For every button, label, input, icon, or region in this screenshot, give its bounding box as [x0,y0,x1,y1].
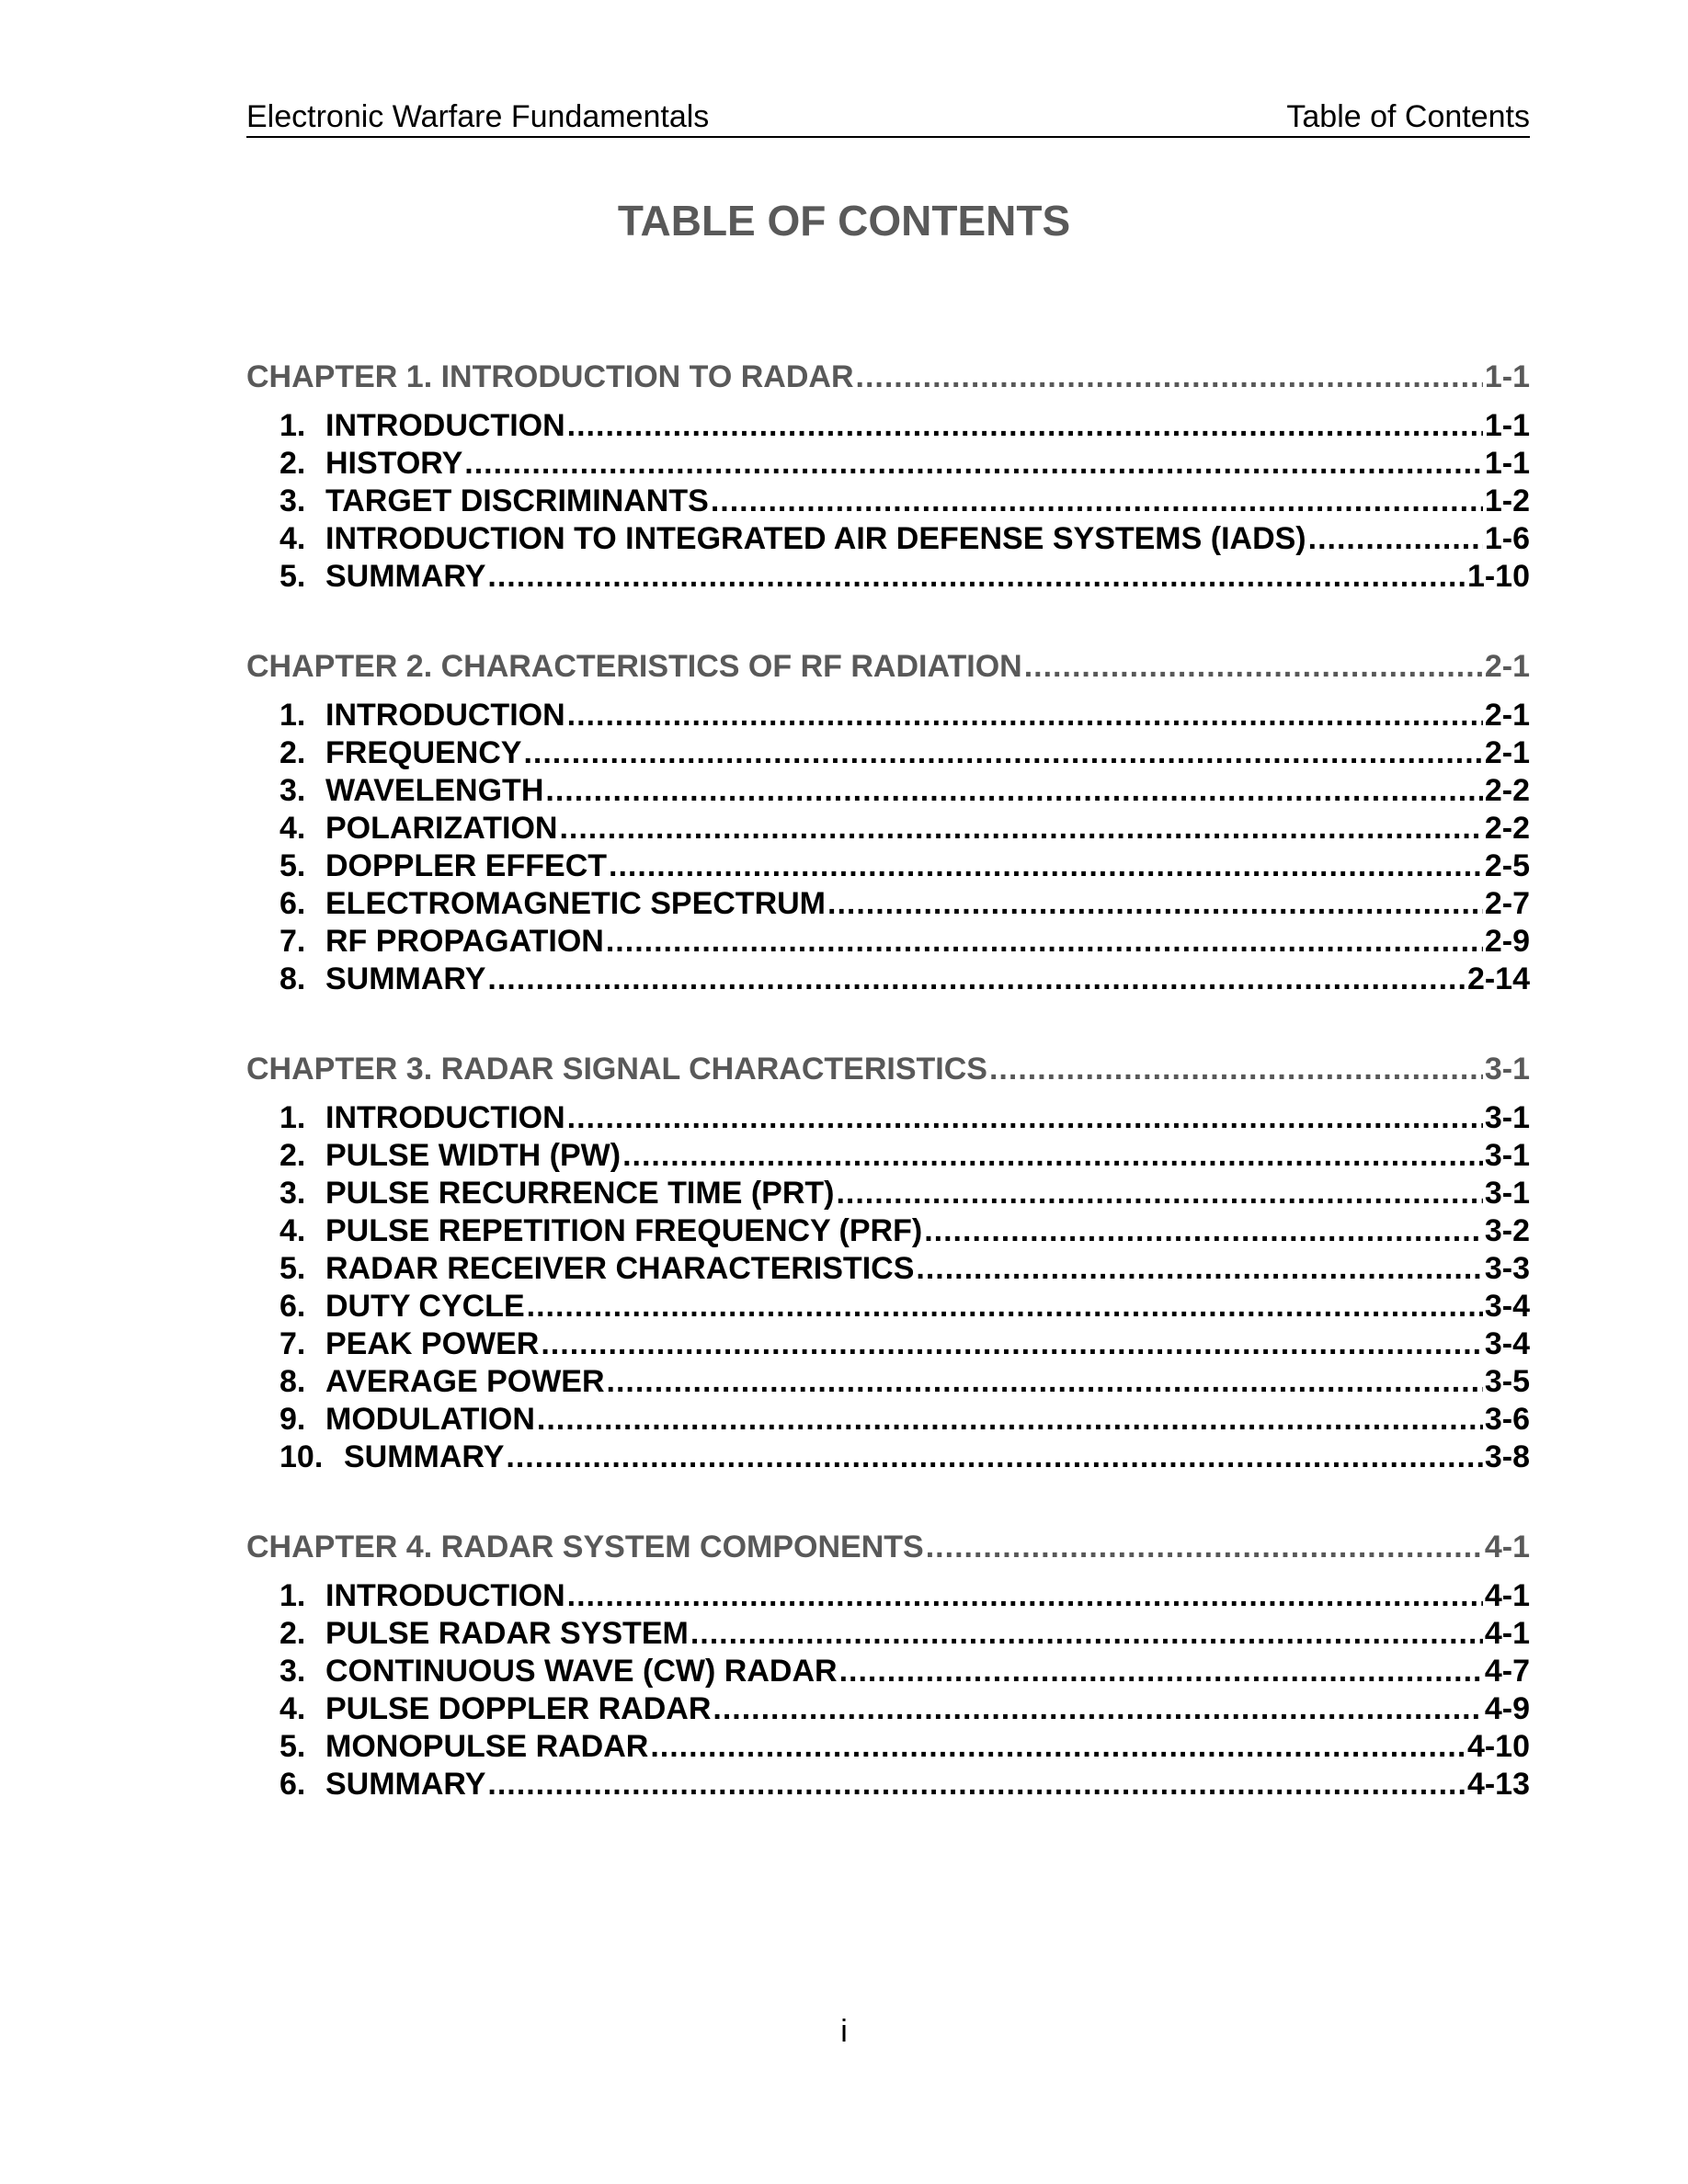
section-page-ref: 3-2 [1484,1213,1530,1248]
dot-leader [836,1175,1482,1212]
section-title: PULSE RECURRENCE TIME (PRT) [325,1176,835,1211]
section-label [279,923,604,961]
section-label [279,1690,711,1728]
section-page-ref: 2-7 [1484,886,1530,921]
dot-leader [989,1051,1483,1088]
section-title: PULSE WIDTH (PW) [325,1138,622,1173]
section-page-ref: 3-1 [1484,1100,1530,1135]
section-label [279,961,485,998]
dot-leader [506,1439,1482,1476]
section-page-ref: 3-1 [1484,1176,1530,1211]
section-label [279,847,607,885]
section-page-ref: 3-4 [1484,1289,1530,1324]
section-number: 6. [279,1289,306,1324]
section-label [279,1766,485,1803]
section-page-ref: 2-1 [1484,735,1530,770]
toc-section-entry[interactable] [246,1615,1530,1653]
section-title: WAVELENGTH [325,773,544,808]
dot-leader [1308,520,1483,558]
running-header [246,96,1530,138]
section-label [279,1325,539,1363]
dot-leader [713,1690,1482,1728]
section-label [279,483,709,520]
section-page-ref: 2-2 [1484,811,1530,846]
section-number: 3. [279,1654,306,1689]
dot-leader [559,810,1482,847]
section-title: HISTORY [325,446,463,481]
section-number: 1. [279,1100,306,1135]
section-label [279,1099,565,1137]
section-number: 5. [279,1729,306,1764]
section-label [279,445,462,483]
section-title: ELECTROMAGNETIC SPECTRUM [325,886,826,921]
section-page-ref: 4-13 [1466,1767,1530,1802]
section-label [279,885,826,923]
toc-section-entry[interactable] [246,483,1530,520]
toc-chapter-heading[interactable] [246,1529,1530,1566]
table-of-contents [246,358,1530,1856]
section-number: 3. [279,773,306,808]
section-page-ref: 3-8 [1484,1439,1530,1474]
section-label [279,520,1306,558]
section-number: 6. [279,886,306,921]
section-label [279,1363,605,1401]
toc-section-entry[interactable] [246,558,1530,596]
section-label [279,1401,535,1439]
section-label [279,1577,565,1615]
dot-leader [567,1577,1483,1615]
section-title: INTRODUCTION TO INTEGRATED AIR DEFENSE SYSTEMS (IADS) [325,521,1306,556]
section-page-ref: 3-6 [1484,1402,1530,1437]
toc-section-entry[interactable] [246,520,1530,558]
dot-leader [711,483,1483,520]
section-label [279,734,521,772]
section-number: 2. [279,1138,306,1173]
section-number: 2. [279,1616,306,1651]
dot-leader [545,772,1482,810]
toc-section-entry[interactable] [246,1401,1530,1439]
section-label [279,1250,914,1288]
section-label [279,1439,504,1476]
section-label [279,1728,648,1766]
dot-leader [924,1212,1483,1250]
toc-section-entry[interactable] [246,847,1530,885]
page-title: TABLE OF CONTENTS [617,197,1071,245]
dot-leader [464,445,1483,483]
dot-leader [567,407,1483,445]
section-label [279,810,557,847]
chapter-title: CHAPTER 1. INTRODUCTION TO RADAR [246,359,854,394]
toc-section-entry[interactable] [246,445,1530,483]
chapter-title: CHAPTER 2. CHARACTERISTICS OF RF RADIATION [246,649,1022,684]
dot-leader [606,923,1483,961]
section-page-ref: 4-7 [1484,1654,1530,1689]
section-page-ref: 2-2 [1484,773,1530,808]
dot-leader [916,1250,1482,1288]
section-page-ref: 3-3 [1484,1251,1530,1286]
section-number: 8. [279,1364,306,1399]
section-number: 4. [279,1213,306,1248]
section-page-ref: 1-1 [1484,408,1530,443]
dot-leader [622,1137,1483,1175]
section-number: 5. [279,559,306,594]
chapter-page-ref: 1-1 [1484,359,1530,394]
dot-leader [537,1401,1483,1439]
dot-leader [487,1766,1466,1803]
toc-section-entry[interactable] [246,697,1530,734]
section-title: RF PROPAGATION [325,924,604,959]
dot-leader [609,847,1483,885]
section-title: SUMMARY [325,559,486,594]
section-page-ref: 4-9 [1484,1691,1530,1726]
toc-section-entry[interactable] [246,885,1530,923]
dot-leader [827,885,1483,923]
header-document-title: Electronic Warfare Fundamentals [246,99,710,134]
section-label [279,1212,922,1250]
toc-chapter-heading[interactable] [246,358,1530,396]
section-label [279,1615,689,1653]
section-title: AVERAGE POWER [325,1364,605,1399]
section-title: CONTINUOUS WAVE (CW) RADAR [325,1654,838,1689]
section-number: 3. [279,483,306,518]
section-title: POLARIZATION [325,811,558,846]
dot-leader [650,1728,1466,1766]
section-number: 9. [279,1402,306,1437]
section-label [279,558,485,596]
toc-section-entry[interactable] [246,1439,1530,1476]
section-number: 4. [279,521,306,556]
toc-section-entry[interactable] [246,1766,1530,1803]
dot-leader [487,961,1466,998]
section-number: 8. [279,961,306,996]
section-number: 2. [279,446,306,481]
toc-section-entry[interactable] [246,1728,1530,1766]
toc-chapter [246,648,1530,998]
toc-section-entry[interactable] [246,1250,1530,1288]
section-page-ref: 1-10 [1466,559,1530,594]
section-label [279,1288,525,1325]
section-title: PEAK POWER [325,1326,540,1361]
section-number: 1. [279,408,306,443]
section-title: PULSE REPETITION FREQUENCY (PRF) [325,1213,923,1248]
section-number: 7. [279,924,306,959]
dot-leader [487,558,1466,596]
toc-chapter [246,1051,1530,1476]
section-label [279,1175,834,1212]
dot-leader [541,1325,1483,1363]
dot-leader [527,1288,1483,1325]
section-title: RADAR RECEIVER CHARACTERISTICS [325,1251,915,1286]
section-number: 3. [279,1176,306,1211]
toc-section-entry[interactable] [246,1212,1530,1250]
section-number: 7. [279,1326,306,1361]
dot-leader [690,1615,1483,1653]
dot-leader [856,358,1483,396]
toc-section-entry[interactable] [246,1653,1530,1690]
section-number: 10. [279,1439,324,1474]
section-page-ref: 4-1 [1484,1616,1530,1651]
section-number: 4. [279,811,306,846]
section-number: 4. [279,1691,306,1726]
toc-section-entry[interactable] [246,1099,1530,1137]
dot-leader [523,734,1482,772]
section-title: SUMMARY [325,961,486,996]
toc-section-entry[interactable] [246,734,1530,772]
dot-leader [567,697,1483,734]
section-page-ref: 4-1 [1484,1578,1530,1613]
section-page-ref: 3-4 [1484,1326,1530,1361]
dot-leader [567,1099,1483,1137]
toc-section-entry[interactable] [246,810,1530,847]
section-title: PULSE RADAR SYSTEM [325,1616,689,1651]
section-title: SUMMARY [325,1767,486,1802]
section-label [279,1137,621,1175]
toc-section-entry[interactable] [246,1137,1530,1175]
section-title: FREQUENCY [325,735,522,770]
dot-leader [839,1653,1483,1690]
section-title: INTRODUCTION [325,408,565,443]
dot-leader [607,1363,1483,1401]
chapter-page-ref: 4-1 [1484,1530,1530,1564]
section-title: SUMMARY [344,1439,505,1474]
section-number: 2. [279,735,306,770]
section-page-ref: 3-5 [1484,1364,1530,1399]
toc-section-entry[interactable] [246,1577,1530,1615]
section-title: DOPPLER EFFECT [325,848,608,883]
section-number: 6. [279,1767,306,1802]
toc-chapter [246,1529,1530,1803]
section-title: PULSE DOPPLER RADAR [325,1691,712,1726]
toc-section-entry[interactable] [246,1288,1530,1325]
toc-chapter-heading[interactable] [246,1051,1530,1088]
section-title: MODULATION [325,1402,535,1437]
chapter-title: CHAPTER 4. RADAR SYSTEM COMPONENTS [246,1530,924,1564]
section-page-ref: 2-5 [1484,848,1530,883]
toc-section-entry[interactable] [246,1175,1530,1212]
section-title: INTRODUCTION [325,1578,565,1613]
section-page-ref: 1-1 [1484,446,1530,481]
toc-section-entry[interactable] [246,772,1530,810]
section-label [279,697,565,734]
section-page-ref: 3-1 [1484,1138,1530,1173]
dot-leader [926,1529,1483,1566]
toc-section-entry[interactable] [246,1690,1530,1728]
header-section-title: Table of Contents [1286,99,1530,134]
section-number: 5. [279,1251,306,1286]
chapter-page-ref: 2-1 [1484,649,1530,684]
toc-section-entry[interactable] [246,1363,1530,1401]
chapter-title: CHAPTER 3. RADAR SIGNAL CHARACTERISTICS [246,1052,987,1086]
section-page-ref: 1-2 [1484,483,1530,518]
section-title: INTRODUCTION [325,698,565,733]
section-label [279,407,565,445]
section-title: MONOPULSE RADAR [325,1729,649,1764]
section-title: TARGET DISCRIMINANTS [325,483,709,518]
section-number: 1. [279,1578,306,1613]
section-page-ref: 2-14 [1466,961,1530,996]
toc-section-entry[interactable] [246,1325,1530,1363]
toc-section-entry[interactable] [246,923,1530,961]
toc-section-entry[interactable] [246,961,1530,998]
toc-chapter-heading[interactable] [246,648,1530,686]
section-label [279,772,543,810]
section-title: DUTY CYCLE [325,1289,525,1324]
section-title: INTRODUCTION [325,1100,565,1135]
chapter-page-ref: 3-1 [1484,1052,1530,1086]
section-label [279,1653,838,1690]
dot-leader [1024,648,1483,686]
section-page-ref: 4-10 [1466,1729,1530,1764]
toc-chapter [246,358,1530,596]
section-number: 1. [279,698,306,733]
toc-section-entry[interactable] [246,407,1530,445]
page-number: i [840,2014,848,2049]
section-page-ref: 1-6 [1484,521,1530,556]
section-page-ref: 2-1 [1484,698,1530,733]
section-number: 5. [279,848,306,883]
section-page-ref: 2-9 [1484,924,1530,959]
